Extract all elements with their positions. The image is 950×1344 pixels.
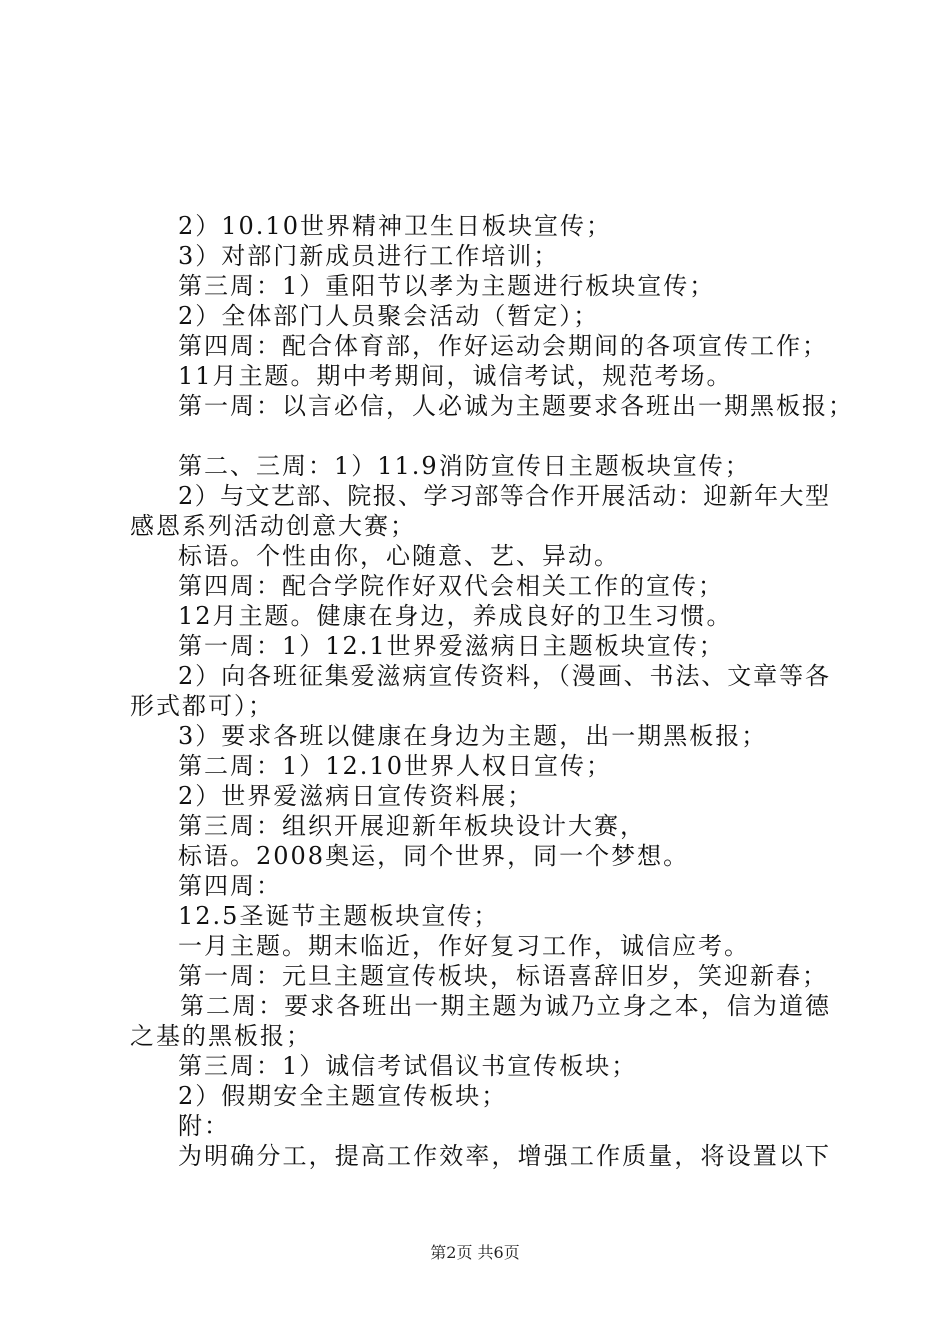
text-line: 第四周： [178,872,282,900]
text-line: 第三周：1）重阳节以孝为主题进行板块宣传； [178,272,716,300]
text-line: 3）对部门新成员进行工作培训； [178,242,560,270]
text-line: 第一周：1）12.1世界爱滋病日主题板块宣传； [178,632,725,660]
text-line: 感恩系列活动创意大赛； [130,512,416,540]
text-line: 第一周：元旦主题宣传板块，标语喜辞旧岁，笑迎新春； [178,962,828,990]
text-line: 第二周：1）12.10世界人权日宣传； [178,752,612,780]
text-line: 第三周：1）诚信考试倡议书宣传板块； [178,1052,638,1080]
text-line: 2）与文艺部、院报、学习部等合作开展活动：迎新年大型 [178,482,830,510]
text-line: 2）10.10世界精神卫生日板块宣传； [178,212,612,240]
text-line: 形式都可）； [130,692,274,720]
text-line: 附： [178,1112,230,1140]
text-line: 第二、三周：1）11.9消防宣传日主题板块宣传； [178,452,751,480]
text-line: 第四周：配合学院作好双代会相关工作的宣传； [178,572,724,600]
text-line: 第三周：组织开展迎新年板块设计大赛， [178,812,646,840]
text-line: 标语。2008奥运，同个世界，同一个梦想。 [178,842,690,870]
text-line: 11月主题。期中考期间，诚信考试，规范考场。 [178,362,733,390]
text-line: 第四周：配合体育部，作好运动会期间的各项宣传工作； [178,332,828,360]
text-line: 2）世界爱滋病日宣传资料展； [178,782,534,810]
text-line: 之基的黑板报； [130,1022,312,1050]
text-line: 2）全体部门人员聚会活动（暂定）； [178,302,600,330]
text-line: 第一周：以言必信，人必诚为主题要求各班出一期黑板报； [178,392,854,420]
text-line: 12月主题。健康在身边，养成良好的卫生习惯。 [178,602,733,630]
text-line: 3）要求各班以健康在身边为主题，出一期黑板报； [178,722,768,750]
text-line: 为明确分工，提高工作效率，增强工作质量，将设置以下 [178,1142,830,1170]
text-line: 标语。个性由你，心随意、艺、异动。 [178,542,620,570]
text-line: 第二周：要求各班出一期主题为诚乃立身之本，信为道德 [180,992,830,1020]
page-footer: 第2页 共6页 [430,1243,520,1262]
text-line: 12.5圣诞节主题板块宣传； [178,902,500,930]
text-line: 一月主题。期末临近，作好复习工作，诚信应考。 [178,932,750,960]
text-line: 2）向各班征集爱滋病宣传资料，（漫画、书法、文章等各 [178,662,830,690]
text-line: 2）假期安全主题宣传板块； [178,1082,508,1110]
